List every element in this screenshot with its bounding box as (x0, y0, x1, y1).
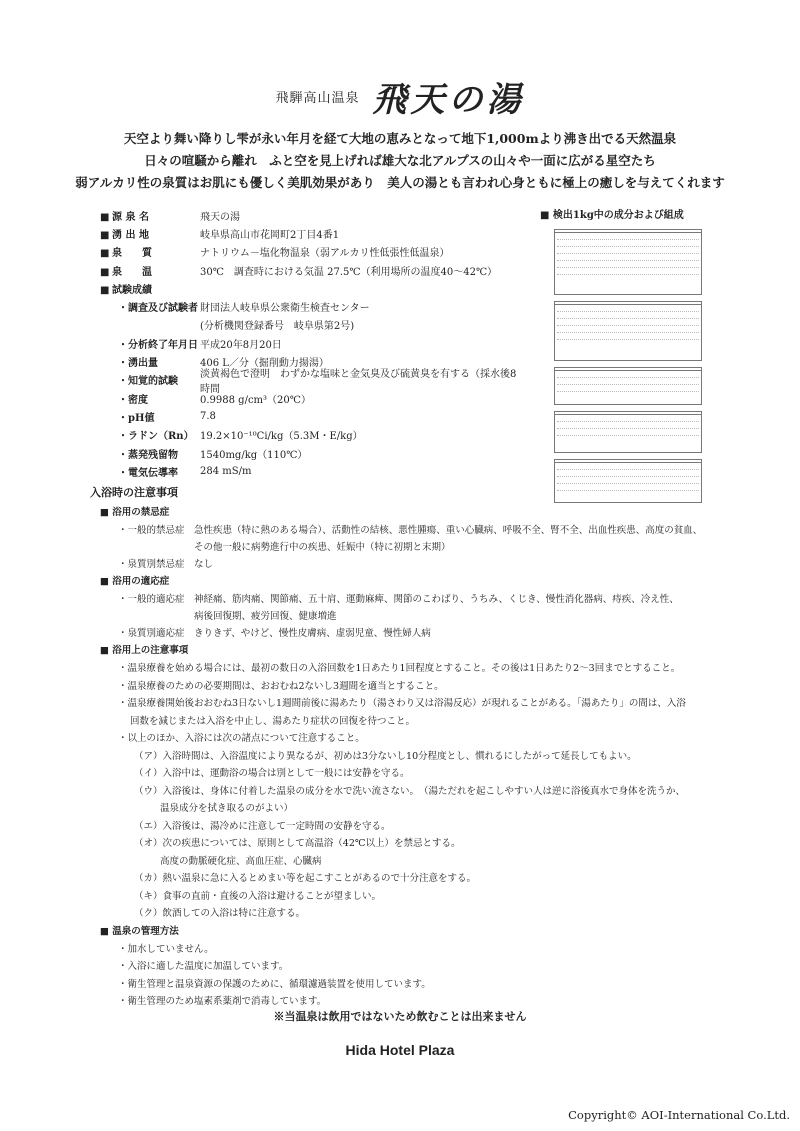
fact-row: ■ 泉 温 30℃ 調査時における気温 27.5℃（利用場所の温度40～42℃） (100, 266, 498, 278)
intro-line: 天空より舞い降りし雫が永い年月を経て大地の恵みとなって地下1,000mより沸き出でる天然温泉 (123, 131, 677, 146)
test-row: ・電気伝導率 284 mS/m (118, 465, 252, 479)
test-row: (分析機関登録番号 岐阜県第2号) (200, 321, 355, 333)
analysis-title: ■ 検出1kg中の成分および組成 (540, 210, 684, 221)
test-row: ・知覚的試験 淡黄褐色で澄明 わずかな塩味と金気臭及び硫黄臭を有する（採水後8時間 (118, 368, 517, 395)
test-row: ・密度 0.9988 g/cm³（20℃） (118, 394, 311, 406)
fact-row: ■ 湧 出 地 岐阜県高山市花岡町2丁目4番1 (100, 229, 340, 241)
fact-row: ■ 源 泉 名 飛天の湯 (100, 211, 240, 223)
analysis-table (554, 411, 702, 453)
intro-line: 日々の喧騒から離れ ふと空を見上げれば雄大な北アルプスの山々や一面に広がる星空たち (144, 153, 656, 168)
notes-title: 入浴時の注意事項 (90, 486, 178, 499)
fact-row: ■ 泉 質 ナトリウム－塩化物温泉（弱アルカリ性低張性低温泉） (100, 248, 450, 260)
fact-row: ■ 試験成績 (100, 284, 152, 296)
no-drinking-warning: ※当温泉は飲用ではないため飲むことは出来ません (273, 1010, 527, 1023)
analysis-table (554, 229, 702, 295)
test-row: ・分析終了年月日 平成20年8月20日 (118, 339, 282, 351)
section-heading: ■ 浴用の禁忌症 (100, 507, 170, 518)
bathing-notes: 入浴時の注意事項 ■ 浴用の禁忌症 ・一般的禁忌症 急性疾患（特に熱のある場合）、活動性の結核、悪性腫瘍、重い心臓病、呼吸不全、腎不全、出血性疾患、高度の貧血、 その他一般に病勢進行中の疾患、妊娠中（特に初期と末期） ・泉質別禁忌症 なし ■ 浴用の適応症 ・一般的適応症 神経痛、筋肉痛、関節痛、五十肩、運動麻痺、関節のこわばり、うちみ、くじき、慢性消化器病、痔疾、冷え性、 病後回復期、疲労回復、健康増進 ・泉質別適応症 きりきず、やけど、慢性皮膚病、虚弱児童、慢性婦人病 ■ 浴用上の注意事項 ・温泉療養を始める場合には、最初の数日の入浴回数を1日あたり1回程度とすること。その後は1日あたり2～3回までとすること。 ・温泉療養のための必要期間は、おおむね2ないし3週間を適当とすること。 ・温泉療養開始後おおむね3日ないし1週間前後に湯あたり（湯さわり又は浴湯反応）が現れることがある。「湯あたり」の間は、入浴 回数を減じまたは入浴を中止し、湯あたり症状の回復を待つこと。 ・以上のほか、入浴には次の諸点について注意すること。 （ア）入浴時間は、入浴温度により異なるが、初めは3分ないし10分程度とし、慣れるにしたがって延長してもよい。 （イ）入浴中は、運動浴の場合は別として一般には安静を守る。 （ウ）入浴後は、身体に付着した温泉の成分を水で洗い流さない。 （湯ただれを起こしやすい人は逆に浴後真水で身体を洗うか、 温泉成分を拭き取るのがよい） （エ）入浴後は、湯冷めに注意して一定時間の安静を守る。 （オ）次の疾患については、原則として高温浴（42℃以上）を禁忌とする。 高度の動脈硬化症、高血圧症、心臓病 （カ）熱い温泉に急に入るとめまい等を起こすことがあるので十分注意をする。 （キ）食事の直前・直後の入浴は避けることが望ましい。 （ク）飲酒しての入浴は特に注意する。 ■ 温泉の管理方法 ・加水していません。 ・入浴に適した温度に加温しています。 ・衛生管理と温泉資源の保護のために、循環濾過装置を使用しています。 ・衛生管理のため塩素系薬剤で消毒しています。 (90, 484, 710, 1011)
test-row: ・pH値 7.8 (118, 410, 216, 424)
test-row: ・湧出量 406 L／分（掘削動力揚湯） (118, 358, 329, 370)
section-heading: ■ 浴用上の注意事項 (100, 645, 189, 656)
analysis-table (554, 367, 702, 405)
section-heading: ■ 温泉の管理方法 (100, 925, 179, 937)
hotel-logo: Hida Hotel Plaza (345, 1042, 455, 1058)
intro-line: 弱アルカリ性の泉質はお肌にも優しく美肌効果があり 美人の湯とも言われ心身ともに極上の癒しを与えてくれます (75, 175, 725, 190)
header (0, 72, 800, 121)
spring-facts (100, 206, 520, 480)
component-analysis (540, 206, 700, 509)
subtitle: 飛騨高山温泉 (275, 91, 360, 106)
test-row: ・ラドン（Rn） 19.2×10⁻¹⁰Ci/kg（5.3M・E/kg） (118, 431, 363, 443)
test-row: ・調査及び試験者 財団法人岐阜県公衆衛生検査センター (118, 303, 370, 315)
main-title: 飛天の湯 (372, 80, 525, 120)
copyright: Copyright© AOI-International Co.Ltd. (568, 1108, 790, 1122)
analysis-table (554, 301, 702, 361)
intro (0, 128, 800, 194)
section-heading: ■ 浴用の適応症 (100, 576, 170, 587)
test-row: ・蒸発残留物 1540mg/kg（110℃） (118, 449, 308, 461)
